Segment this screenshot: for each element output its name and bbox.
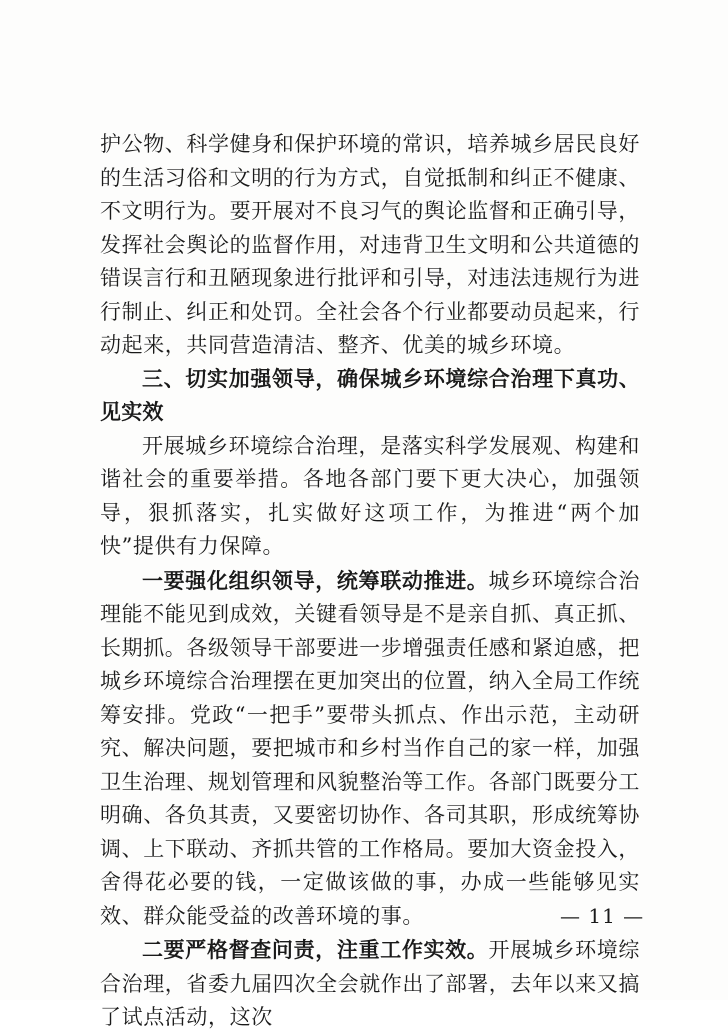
paragraph-intro-text: 开展城乡环境综合治理，是落实科学发展观、构建和谐社会的重要举措。各地各部门要下更大决心，加强领导，狠抓落实，扎实做好这项工作，为推进“两个加快”提供有力保障。 (100, 433, 640, 558)
paragraph-lead: 二要严格督查问责，注重工作实效。 (142, 937, 489, 962)
paragraph-lead: 一要强化组织领导，统筹联动推进。 (142, 567, 489, 593)
paragraph-intro (100, 430, 640, 564)
paragraph-supervision (100, 933, 640, 1035)
paragraph-body: 城乡环境综合治理能不能见到成效，关键看领导是不是亲自抓、真正抓、长期抓。各级领导干部要进一步增强责任感和紧迫感，把城乡环境综合治理摆在更加突出的位置，纳入全局工作统筹安排。党政“一把手”要带头抓点、作出示范，主动研究、解决问题，要把城市和乡村当作自己的家一样，加强卫生治理、规划管理和风貌整治等工作。各部门既要分工明确、各负其责，又要密切协作、各司其职，形成统筹协调、上下联动、齐抓共管的工作格局。要加大资金投入，舍得花必要的钱，一定做该做的事，办成一些能够见实效、群众能受益的改善环境的事。 (100, 568, 640, 928)
paragraph-body: 开展城乡环境综合治理，省委九届四次全会就作出了部署，去年以来又搞了试点活动，这次 (100, 938, 640, 1029)
body-text (100, 128, 640, 1035)
page-number: — 11 — (560, 904, 645, 928)
paragraph-organization (100, 564, 640, 934)
paragraph-continuation: 护公物、科学健身和保护环境的常识，培养城乡居民良好的生活习俗和文明的行为方式，自觉抵制和纠正不健康、不文明行为。要开展对不良习气的舆论监督和正确引导，发挥社会舆论的监督作用，对违背卫生文明和公共道德的错误言行和丑陋现象进行批评和引导，对违法违规行为进行制止、纠正和处罚。全社会各个行业都要动员起来，行动起来，共同营造清洁、整齐、优美的城乡环境。 (100, 132, 640, 357)
section-heading: 三、切实加强领导，确保城乡环境综合治理下真功、见实效 (100, 366, 640, 424)
